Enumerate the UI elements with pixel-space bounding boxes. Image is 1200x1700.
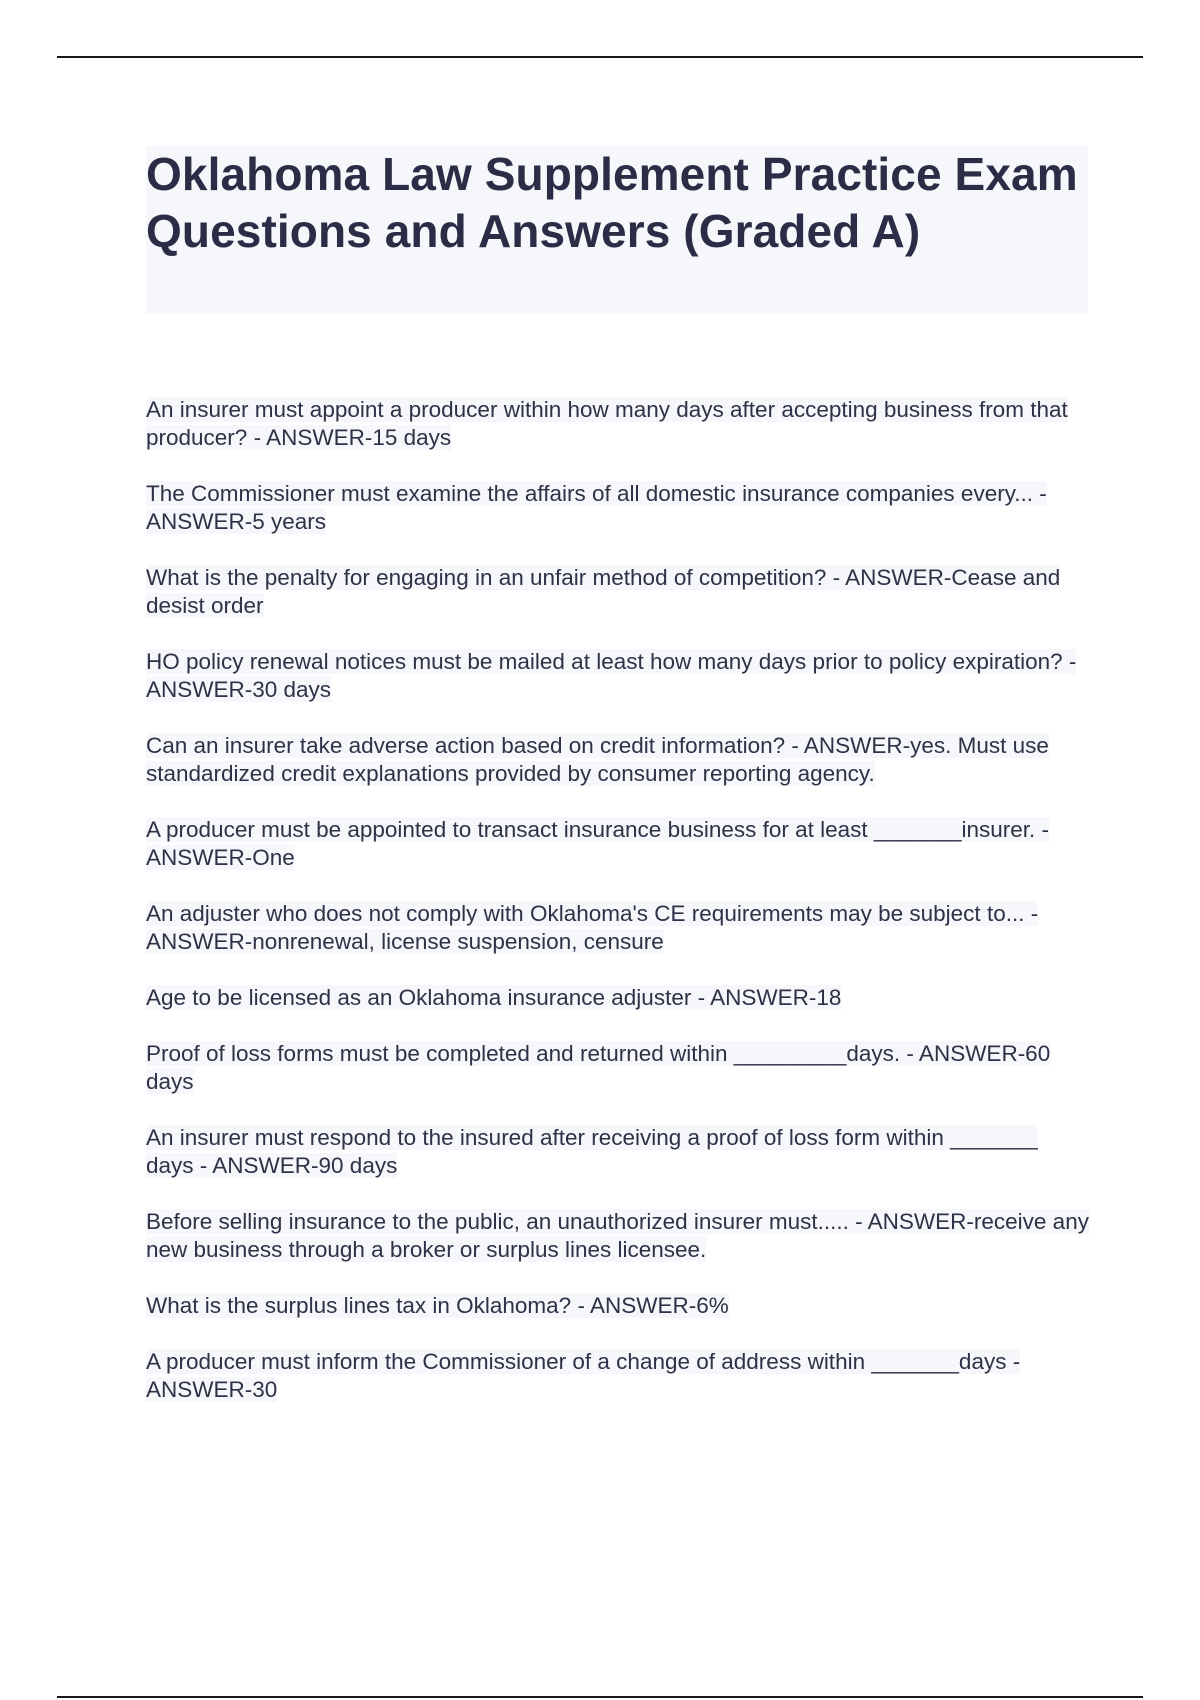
qa-text: A producer must inform the Commissioner of a change of address within _______days - ANSWER-30 [146, 1349, 1021, 1402]
qa-text: Proof of loss forms must be completed and returned within _________days. - ANSWER-60 days [146, 1041, 1051, 1094]
bottom-rule [57, 1696, 1143, 1698]
qa-item [146, 564, 1090, 620]
qa-text: Can an insurer take adverse action based on credit information? - ANSWER-yes. Must use standardized credit explanations provided by consumer reporting agency. [146, 733, 1049, 786]
qa-item [146, 648, 1090, 704]
title-block [146, 146, 1088, 314]
qa-text: Age to be licensed as an Oklahoma insurance adjuster - ANSWER-18 [146, 985, 842, 1010]
qa-item [146, 816, 1090, 872]
qa-text: What is the surplus lines tax in Oklahoma? - ANSWER-6% [146, 1293, 729, 1318]
qa-item [146, 1124, 1090, 1180]
qa-text: A producer must be appointed to transact insurance business for at least _______insurer. - ANSWER-One [146, 817, 1050, 870]
qa-text: HO policy renewal notices must be mailed at least how many days prior to policy expiration? - ANSWER-30 days [146, 649, 1077, 702]
qa-item [146, 480, 1090, 536]
qa-text: An insurer must appoint a producer within how many days after accepting business from that producer? - ANSWER-15 days [146, 397, 1068, 450]
qa-text: Before selling insurance to the public, an unauthorized insurer must..... - ANSWER-receive any new business through a broker or surplus lines licensee. [146, 1209, 1089, 1262]
document-title: Oklahoma Law Supplement Practice Exam Questions and Answers (Graded A) [146, 148, 1078, 257]
qa-text: What is the penalty for engaging in an unfair method of competition? - ANSWER-Cease and desist order [146, 565, 1061, 618]
qa-text: The Commissioner must examine the affairs of all domestic insurance companies every... - ANSWER-5 years [146, 481, 1047, 534]
top-rule [57, 56, 1143, 58]
qa-item [146, 732, 1090, 788]
qa-item [146, 1348, 1090, 1404]
qa-item [146, 1292, 1090, 1320]
qa-item [146, 396, 1090, 452]
qa-list [146, 396, 1090, 1432]
qa-item [146, 900, 1090, 956]
qa-item [146, 984, 1090, 1012]
qa-item [146, 1040, 1090, 1096]
qa-text: An insurer must respond to the insured after receiving a proof of loss form within _______ days - ANSWER-90 days [146, 1125, 1038, 1178]
qa-item [146, 1208, 1090, 1264]
qa-text: An adjuster who does not comply with Oklahoma's CE requirements may be subject to... - ANSWER-nonrenewal, license suspension, censure [146, 901, 1039, 954]
